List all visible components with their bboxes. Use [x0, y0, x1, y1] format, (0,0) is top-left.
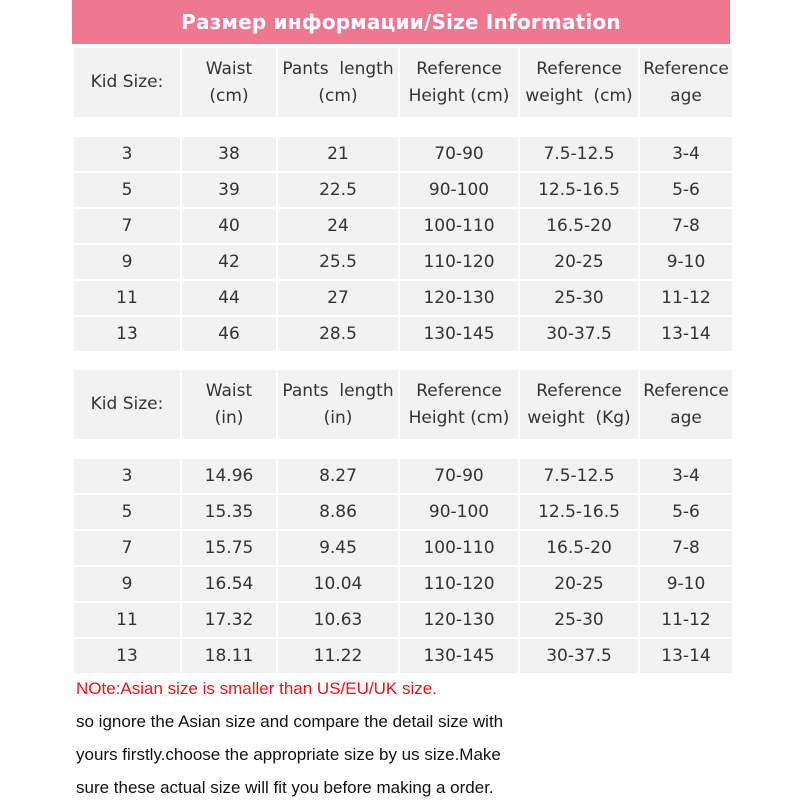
spacer-cell: [520, 441, 638, 457]
column-header-line: (cm): [209, 85, 249, 106]
table-spacer: [74, 441, 732, 457]
table-cell: 5: [74, 495, 180, 529]
table-cell: 13: [74, 639, 180, 673]
column-header: [278, 370, 398, 439]
column-header-line: Height (cm): [408, 407, 510, 428]
column-header-line: Pants length: [282, 58, 394, 79]
table-cell: 100-110: [400, 209, 518, 243]
table-cell: 25.5: [278, 245, 398, 279]
column-header-line: Reference: [536, 380, 622, 401]
column-header-line: age: [670, 85, 702, 106]
column-header: [182, 48, 276, 117]
table-cell: 28.5: [278, 317, 398, 351]
table-cell: 9: [74, 567, 180, 601]
column-header-line: (cm): [318, 85, 358, 106]
table-cell: 8.86: [278, 495, 398, 529]
table-cell: 3-4: [640, 459, 732, 493]
table-cell: 42: [182, 245, 276, 279]
spacer-cell: [400, 119, 518, 135]
table-row: [74, 281, 732, 315]
table-cell: 15.75: [182, 531, 276, 565]
table-cell: 5-6: [640, 173, 732, 207]
column-header-line: Waist: [205, 380, 253, 401]
column-header-line: Reference: [643, 380, 729, 401]
table-cell: 38: [182, 137, 276, 171]
column-header-line: Kid Size:: [90, 72, 164, 92]
table-cell: 15.35: [182, 495, 276, 529]
table-cell: 120-130: [400, 281, 518, 315]
column-header: [74, 370, 180, 439]
table-cell: 3-4: [640, 137, 732, 171]
table-cell: 16.5-20: [520, 531, 638, 565]
table-cell: 120-130: [400, 603, 518, 637]
table-cell: 11: [74, 281, 180, 315]
column-header: [182, 370, 276, 439]
column-header-line: Pants length: [282, 380, 394, 401]
table-row: [74, 531, 732, 565]
table-cell: 7-8: [640, 531, 732, 565]
table-cell: 110-120: [400, 567, 518, 601]
table-cell: 16.5-20: [520, 209, 638, 243]
column-header-line: age: [670, 407, 702, 428]
spacer-cell: [520, 119, 638, 135]
column-header: [520, 370, 638, 439]
column-header-line: Reference: [643, 58, 729, 79]
size-notes: [76, 672, 716, 804]
table-cell: 7.5-12.5: [520, 459, 638, 493]
table-cell: 13: [74, 317, 180, 351]
spacer-cell: [640, 119, 732, 135]
spacer-cell: [278, 119, 398, 135]
table-cell: 46: [182, 317, 276, 351]
table-cell: 110-120: [400, 245, 518, 279]
column-header-line: Waist: [205, 58, 253, 79]
table-cell: 5: [74, 173, 180, 207]
column-header-line: Kid Size:: [90, 394, 164, 414]
table-row: [74, 495, 732, 529]
table-cell: 16.54: [182, 567, 276, 601]
table-cell: 39: [182, 173, 276, 207]
table-cell: 11.22: [278, 639, 398, 673]
table-row: [74, 173, 732, 207]
table-cell: 21: [278, 137, 398, 171]
table-cell: 10.63: [278, 603, 398, 637]
table-cell: 27: [278, 281, 398, 315]
column-header: [74, 48, 180, 117]
table-cell: 20-25: [520, 567, 638, 601]
table-cell: 7: [74, 531, 180, 565]
table-row: [74, 603, 732, 637]
column-header-line: (in): [214, 407, 244, 428]
table-cell: 3: [74, 137, 180, 171]
column-header: [640, 370, 732, 439]
table-cell: 9.45: [278, 531, 398, 565]
spacer-cell: [74, 119, 180, 135]
table-cell: 7: [74, 209, 180, 243]
table-cell: 5-6: [640, 495, 732, 529]
table-cell: 130-145: [400, 639, 518, 673]
table-spacer: [74, 119, 732, 135]
column-header: [400, 370, 518, 439]
note-line: so ignore the Asian size and compare the detail size with: [76, 712, 504, 731]
table-cell: 11-12: [640, 603, 732, 637]
table-cell: 12.5-16.5: [520, 495, 638, 529]
note-line: sure these actual size will fit you before making a order.: [76, 778, 494, 797]
table-cell: 13-14: [640, 317, 732, 351]
table-cell: 10.04: [278, 567, 398, 601]
table-cell: 25-30: [520, 603, 638, 637]
table-row: [74, 317, 732, 351]
table-cell: 30-37.5: [520, 639, 638, 673]
table-cell: 44: [182, 281, 276, 315]
table-cell: 70-90: [400, 137, 518, 171]
column-header-line: weight (cm): [525, 85, 633, 106]
table-cell: 11: [74, 603, 180, 637]
table-row: [74, 567, 732, 601]
table-cell: 20-25: [520, 245, 638, 279]
column-header-line: weight (Kg): [527, 407, 631, 428]
table-cell: 14.96: [182, 459, 276, 493]
spacer-cell: [182, 119, 276, 135]
table-cell: 40: [182, 209, 276, 243]
table-cell: 70-90: [400, 459, 518, 493]
spacer-cell: [182, 441, 276, 457]
note-warning: NOte:Asian size is smaller than US/EU/UK size.: [76, 679, 437, 698]
table-cell: 30-37.5: [520, 317, 638, 351]
table-header-row: [74, 48, 732, 117]
spacer-cell: [74, 441, 180, 457]
table-cell: 100-110: [400, 531, 518, 565]
table-cell: 9-10: [640, 245, 732, 279]
table-cell: 130-145: [400, 317, 518, 351]
table-row: [74, 639, 732, 673]
table-cell: 8.27: [278, 459, 398, 493]
table-cell: 7-8: [640, 209, 732, 243]
table-cell: 13-14: [640, 639, 732, 673]
table-cell: 22.5: [278, 173, 398, 207]
table-row: [74, 459, 732, 493]
size-table-in: [72, 368, 734, 675]
spacer-cell: [640, 441, 732, 457]
table-header-row: [74, 370, 732, 439]
column-header: [640, 48, 732, 117]
column-header: [400, 48, 518, 117]
table-row: [74, 209, 732, 243]
table-cell: 24: [278, 209, 398, 243]
column-header-line: Reference: [416, 380, 502, 401]
table-row: [74, 137, 732, 171]
spacer-cell: [400, 441, 518, 457]
column-header-line: (in): [323, 407, 353, 428]
table-cell: 11-12: [640, 281, 732, 315]
table-cell: 18.11: [182, 639, 276, 673]
column-header: [520, 48, 638, 117]
table-cell: 12.5-16.5: [520, 173, 638, 207]
table-cell: 9-10: [640, 567, 732, 601]
page-title: Размер информации/Size Information: [72, 0, 730, 44]
spacer-cell: [278, 441, 398, 457]
table-cell: 90-100: [400, 495, 518, 529]
column-header-line: Height (cm): [408, 85, 510, 106]
table-cell: 3: [74, 459, 180, 493]
column-header-line: Reference: [416, 58, 502, 79]
column-header-line: Reference: [536, 58, 622, 79]
note-line: yours firstly.choose the appropriate size by us size.Make: [76, 745, 501, 764]
table-cell: 90-100: [400, 173, 518, 207]
table-cell: 25-30: [520, 281, 638, 315]
column-header: [278, 48, 398, 117]
table-cell: 17.32: [182, 603, 276, 637]
table-cell: 7.5-12.5: [520, 137, 638, 171]
size-table-cm: [72, 46, 734, 353]
table-row: [74, 245, 732, 279]
table-cell: 9: [74, 245, 180, 279]
